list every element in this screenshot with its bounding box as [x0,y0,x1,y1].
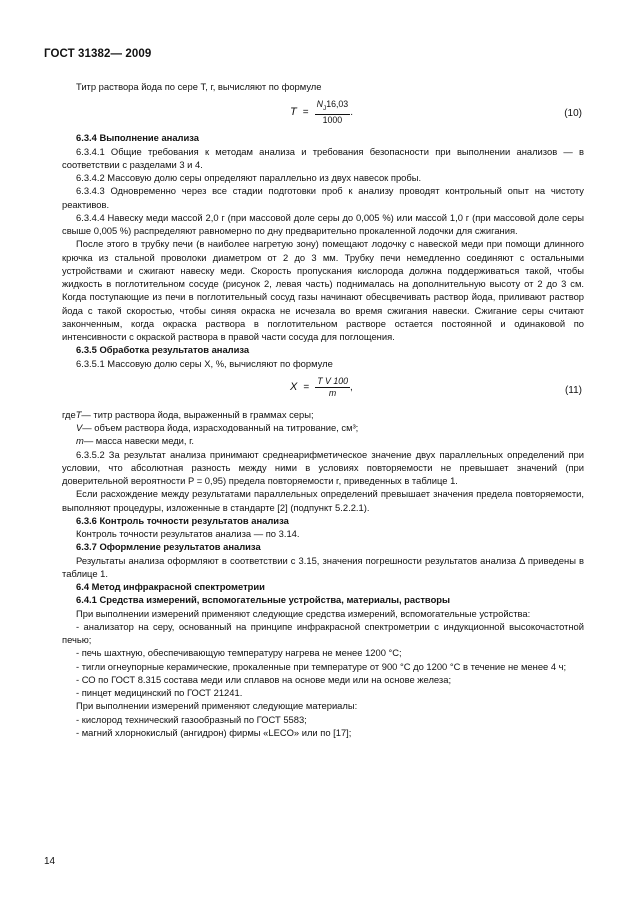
formula-10-num: N [316,99,323,110]
list-item: - печь шахтную, обеспечивающую температуру нагрева не менее 1200 °С; [76,647,402,659]
para-6344: 6.3.4.4 Навеску меди массой 2,0 г (при массовой доле серы до 0,005 %) или массой 1,0 г (при массовой доле серы свыше 0,005 %) распределяют равномерно по дну предварительно прокаленной лодочки для сжигания. [62,211,584,236]
section-636-title: 6.3.6 Контроль точности результатов анализа [76,514,289,526]
formula-11-eq: = [303,381,310,393]
formula-10-num-rest: 16,03 [326,99,349,110]
formula-11-den: m [328,387,337,398]
intro-text: Титр раствора йода по сере T, г, вычисляют по формуле [76,81,322,92]
para-6352-b: Если расхождение между результатами параллельных определений превышает значения предела повторяемости, выполняют процедуры, изложенные в стандарте [2] (подпункт 5.2.2.1). [62,488,584,513]
section-635-title: 6.3.5 Обработка результатов анализа [76,344,250,356]
formula-10 [62,99,584,127]
formula-10-end: . [350,107,353,118]
formula-10-fraction [315,99,351,126]
where-list [62,408,584,448]
formula-11-number: (11) [564,384,582,396]
where-item: где T — титр раствора йода, выраженный в граммах серы; [62,408,314,420]
list-item: - тигли огнеупорные керамические, прокаленные при температуре от 900 °С до 1200 °С в течение не менее 4 ч; [76,660,567,672]
formula-10-eq: = [302,107,309,118]
section-641-title: 6.4.1 Средства измерений, вспомогательные устройства, материалы, растворы [76,594,451,606]
formula-10-den: 1000 [322,115,343,125]
where-item: V — объем раствора йода, израсходованный на титрование, см³; [76,422,359,433]
formula-10-num-sub: J [322,105,327,112]
para-6342: 6.3.4.2 Массовую долю серы определяют параллельно из двух навесок пробы. [76,172,422,183]
formula-11-num: T V 100 [317,375,348,386]
para-641-materials: При выполнении измерений применяют следующие материалы: [76,700,358,712]
para-6343: 6.3.4.3 Одновременно через все стадии подготовки проб к анализу проводят контрольный опыт на чистоту реактивов. [62,185,584,210]
formula-10-number: (10) [564,108,582,120]
section-64-title: 6.4 Метод инфракрасной спектрометрии [76,581,265,592]
para-6341: 6.3.4.1 Общие требования к методам анализа и требования безопасности при выполнении анализов — в соответствии с разделами 3 и 4. [62,145,584,170]
section-634-title: 6.3.4 Выполнение анализа [76,132,200,144]
formula-10-lhs: T [290,106,297,118]
para-641: При выполнении измерений применяют следующие средства измерений, вспомогательные устройства: [76,607,531,619]
list-item: - пинцет медицинский по ГОСТ 21241. [76,687,243,698]
formula-11-lhs: X [290,380,298,393]
formula-11 [62,376,584,404]
para-6351: 6.3.5.1 Массовую долю серы X, %, вычисляют по формуле [76,357,333,369]
section-637-title: 6.3.7 Оформление результатов анализа [76,541,261,553]
para-637: Результаты анализа оформляют в соответствии с 3.15, значения погрешности результатов анализа Δ приведены в таблице 1. [62,554,584,579]
document-header: ГОСТ 31382— 2009 [44,48,152,60]
para-636: Контроль точности результатов анализа — по 3.14. [76,528,300,539]
list-item: - СО по ГОСТ 8.315 состава меди или сплавов на основе меди или на основе железа; [76,673,452,685]
list-item: - магний хлорнокислый (ангидрон) фирмы «LECO» или по [17]; [76,726,352,738]
where-item: m — масса навески меди, г. [76,435,195,447]
list-item: - кислород технический газообразный по ГОСТ 5583; [76,713,307,725]
document-body [62,80,584,739]
page-number: 14 [44,856,56,867]
para-6352: 6.3.5.2 За результат анализа принимают среднеарифметическое значение двух параллельных определений при условии, что абсолютная разность между ними в условиях повторяемости не превышает значений (при доверительной вероятности P = 0,95) предела повторяемости r, приведенных в таблице 1. [62,448,584,486]
formula-11-end: , [350,381,353,393]
para-6344-b: После этого в трубку печи (в наиболее нагретую зону) помещают лодочку с навеской меди при помощи длинного крючка из стальной проволоки диаметром от 2 до 3 мм. Трубку печи немедленно соединяют с остальными устройствами и сжигают навеску меди. Скорость пропускания кислорода должна поддерживаться такой, чтобы жидкость в поглотительном сосуде (рисунок 2, левая часть) поднималась на дополнительную высоту от 2 до 3 см. Когда поступающие из печи в поглотительный сосуд газы начинают обесцвечивать раствор йода, приливают раствор йода с такой скоростью, чтобы синяя окраска не исчезала во время сжигания навески. Сжигание серы считают законченным, когда окраска раствора в поглотительном растворе остается постоянной и одинаковой по интенсивности с окраской раствора в правой части сосуда для поглощения. [62,238,584,342]
formula-11-fraction [315,376,350,399]
list-item: - анализатор на серу, основанный на принципе инфракрасной спектрометрии с индукционной высокочастотной печью; [62,620,584,645]
